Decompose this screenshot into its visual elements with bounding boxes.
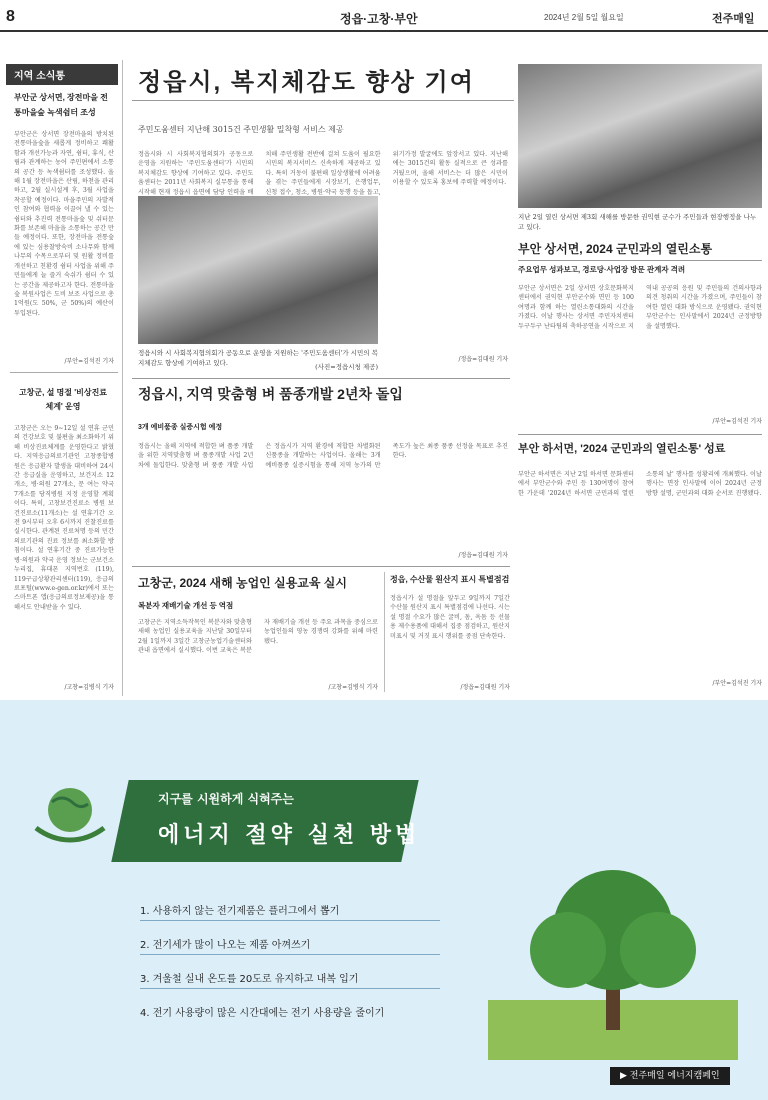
article3-headline: 부안 상서면, 2024 군민과의 열린소통 bbox=[518, 242, 713, 256]
article3-byline: /부안=김석진 기자 bbox=[712, 418, 762, 425]
campaign-item: 1. 사용하지 않는 전기제품은 플러그에서 뽑기 bbox=[140, 906, 340, 917]
article7-headline: 정읍, 수산물 원산지 표시 특별점검 bbox=[390, 575, 510, 584]
divider bbox=[132, 566, 510, 567]
sidebar-news1-byline: /부안=김석진 기자 bbox=[64, 358, 114, 365]
divider bbox=[140, 920, 440, 921]
campaign-caption: ▶ 전주매일 에너지캠페인 bbox=[610, 1067, 730, 1085]
article1-byline: /정읍=김대원 기자 bbox=[458, 356, 508, 363]
article7-byline: /정읍=김대원 기자 bbox=[460, 684, 510, 691]
article1-headline: 정읍시, 복지체감도 향상 기여 bbox=[138, 69, 475, 96]
page-number: 8 bbox=[6, 8, 15, 25]
campaign-item: 2. 전기세가 많이 나오는 제품 아껴쓰기 bbox=[140, 940, 311, 951]
article4-body: 정읍시는 올해 지역에 적합한 벼 품종 개발을 위한 지역맞춤형 벼 품종개발 사업 2년차에 돌입한다. 맞춤형 벼 품종 개발 사업은 정읍시가 지역 환경에 적합한 차별화된 신품종을 개발하는 사업이다. 올해는 3개 예비품종 실증시험을 통해 지역 농가의 만족도가 높은 최종 품종 선정을 목표로 추진한다. bbox=[138, 443, 508, 469]
globe-hands-icon bbox=[30, 780, 110, 852]
sidebar-news2-title: 고창군, 설 명절 '비상진료체계' 운영 bbox=[18, 388, 108, 411]
article3-body: 부안군 상서면은 2일 상서면 상호문화복지센터에서 권익현 부안군수와 면민 등 100여명과 함께 하는 열린소통대화의 시간을 가졌다. 이날 행사는 상서면 주민자치센터 두구두구 난타팀의 축하공연을 시작으로 지역내 공공의 응원 및 주민들의 건의사항과 의견 청취의 시간을 가졌으며, 주민들이 참여한 열린 대화 방식으로 운영됐다. 권익현 부안군수는 인사말에서 2024년 군정방향을 설명했다. bbox=[518, 285, 762, 330]
divider bbox=[132, 378, 510, 379]
sidebar-news1-body: 부안군은 상서면 장전마을의 방치된 전통마을숲을 새롭게 정비하고 쾌활함과 개선가능과 자연, 쉼터, 휴식, 산림과 관계하는 농어 주민편에서 소통의 공간 등 녹색쉼터를 조성했다. 올해 1월 장전마을은 산림, 하천을 관리하고, 2월 실시설계 후, 3월 사업을 착공할 예정이다. 마을주민의 자발적인 참여와 협력을 이끌어 낼 수 있는 쉼터와 추진력 전통마을숲 및 쉬터문화를 보존해 마을을 소통하는 공간 만들 예정이다. 또한, 장전마을 전통숲에 있는 심용찰방숙비 소나무와 함께 나무의 수목으로부터 및 원활 정비를 개선하고 친환경 쉼터 사업을 위해 주민들에게 늘 즐거 숙쉬가 쉼터 수 있는 공간을 제공하고자 한다. 전통마을숲 복원사업은 도비 보조 사업으로 총 1억원(도 50%, 군 50%)의 예산이 투입된다. bbox=[14, 131, 114, 317]
sidebar-tag: 지역 소식통 bbox=[6, 64, 118, 82]
article6-headline: 고창군, 2024 새해 농업인 실용교육 실시 bbox=[138, 576, 347, 590]
divider bbox=[132, 100, 514, 101]
article4-headline: 정읍시, 지역 맞춤형 벼 품종개발 2년차 돌입 bbox=[138, 386, 403, 402]
article3-subtitle: 주요업무 성과보고, 경로당·사업장 방문 관계자 격려 bbox=[518, 265, 686, 274]
tree-illustration bbox=[488, 860, 738, 1060]
article6-subtitle: 복분자 재배기술 개선 등 역점 bbox=[138, 601, 234, 610]
column-rule bbox=[122, 60, 123, 696]
campaign-subtitle: 지구를 시원하게 식혀주는 bbox=[158, 792, 294, 806]
campaign-item: 3. 겨울철 실내 온도를 20도로 유지하고 내복 입기 bbox=[140, 974, 359, 985]
campaign-title: 에너지 절약 실천 방법 bbox=[158, 823, 421, 848]
article5-body: 부안군 하서면은 지난 2일 하서면 문화센터에서 부안군수와 주민 등 130여명이 참여한 가운데 '2024년 하서면 군민과의 열린소통의 날' 행사를 성황리에 개최했다. 이날 행사는 면장 인사말에 이어 2024년 군정 방향 설명, 군민과의 대화 순서로 진행됐다. bbox=[518, 471, 762, 497]
divider bbox=[140, 988, 440, 989]
divider bbox=[518, 260, 762, 261]
article7-body: 정읍시가 설 명절을 앞두고 9일까지 7일간 수산물 원산지 표시 특별점검에 나선다. 시는 설 명절 수요가 많은 굴비, 돔, 옥돔 등 선물용 제수용품에 대해서 집중 점검하고, 원산지 미표시 및 거짓 표시 행위를 중점 단속한다. bbox=[390, 595, 510, 640]
sidebar-news2-body: 고창군은 오는 9~12일 설 연휴 군민의 건강보호 및 불편을 최소화하기 위해 비상진료체계를 운영한다고 밝혔다. 지역응급의료기관인 고창종합병원은 응급환자 발생을 대비하여 24시간 응급실을 운영하고, 보건지소 12개소, 병·의원 27개소, 문 여는 약국 7개소를 당직병원 지정 운영할 계획이다. 특히, 고창보건진료소 병원 보건진료소(11개소)는 설 연휴기간 오전 9시부터 오후 6시까지 진찰진료를 실시한다. 관계된 진료처명 등의 민간의료기관의 진료 정보를 최소화할 방침이다. 설 연휴기간 중 진료가능한 병·의원과 약국 운영 정보는 군보건소 누리집, 휴대폰 지역번호 (119), 119구급상황관리센터(119), 응급의료포털(www.e-gen.or.kr)에서 또는 스마트폰 앱(응급의료정보제공)을 통해서도 안내받을 수 있다. bbox=[14, 425, 114, 611]
sidebar-news2-byline: /고창=김병식 기자 bbox=[64, 684, 114, 691]
article1-caption: 정읍시와 시 사회복지협의회가 공동으로 운영을 지원하는 '주민도움센터'가 시민의 복지체감도 향상에 기여하고 있다. bbox=[138, 349, 378, 367]
article1-photo-credit: (사진=정읍시청 제공) bbox=[315, 363, 378, 371]
article4-subtitle: 3개 예비품종 실증시험 예정 bbox=[138, 424, 223, 431]
article4-byline: /정읍=김대원 기자 bbox=[458, 552, 508, 559]
campaign-item: 4. 전기 사용량이 많은 시간대에는 전기 사용량을 줄이기 bbox=[140, 1008, 385, 1019]
article1-subtitle: 주민도움센터 지난해 3015건 주민생활 밀착형 서비스 제공 bbox=[138, 125, 344, 134]
article2-caption: 지난 2일 열린 상서면 제3회 새해를 방문한 권익현 군수가 주민들과 현장행정을 나누고 있다. bbox=[518, 213, 757, 231]
article6-body: 고창군은 지역소득작목인 복분자와 맞춤형 새해 농업인 실용교육을 지난달 30일부터 2월 1일까지 3일간 고창군농업기술센터와 관내 읍면에서 실시했다. 이번 교육은 복분자 재배기술 개선 등 주요 과목을 중심으로 농업인들의 영농 경쟁력 강화를 위해 마련됐다. bbox=[138, 619, 378, 655]
sidebar-divider bbox=[10, 372, 118, 373]
column-rule bbox=[384, 572, 385, 692]
newspaper-name: 전주매일 bbox=[712, 13, 755, 25]
article5-headline: 부안 하서면, '2024 군민과의 열린소통' 성료 bbox=[518, 443, 726, 455]
divider bbox=[140, 954, 440, 955]
section-title: 정읍·고창·부안 bbox=[340, 12, 418, 26]
article5-byline: /부안=김석진 기자 bbox=[712, 680, 762, 687]
article6-byline: /고창=김병식 기자 bbox=[328, 684, 378, 691]
article1-photo bbox=[138, 196, 378, 344]
article1-body: 정읍시와 시 사회복지협의회가 공동으로 운영을 지원하는 '주민도움센터'가 시민의 복지체감도 향상에 기여하고 있다. 주민도움센터는 2011년 사회복지 실무통을 통해 시작해 현재 정읍시 읍면에 담당 인력을 배치해 주민생활 전반에 걸쳐 도움이 필요한 시민의 복지서비스 신속하게 제공하고 있다. 특히 거동이 불편해 일상생활에 어려움을 겪는 주민들에게 시장보기, 은행업무, 신청 접수, 청소, 병원·약국 동행 등을 돕고, 위기가정 발굴에도 앞장서고 있다. 지난해에는 3015건의 활동 실적으로 큰 성과를 거뒀으며, 올해 서비스는 더 많은 시민이 이용할 수 있도록 홍보에 주력할 예정이다. bbox=[138, 151, 508, 196]
issue-date: 2024년 2월 5일 월요일 bbox=[544, 13, 624, 22]
article2-photo bbox=[518, 64, 762, 208]
page-header bbox=[0, 6, 768, 32]
divider bbox=[518, 434, 762, 435]
sidebar-news1-title: 부안군 상서면, 장전마을 전통마을숲 녹색쉼터 조성 bbox=[14, 93, 108, 117]
